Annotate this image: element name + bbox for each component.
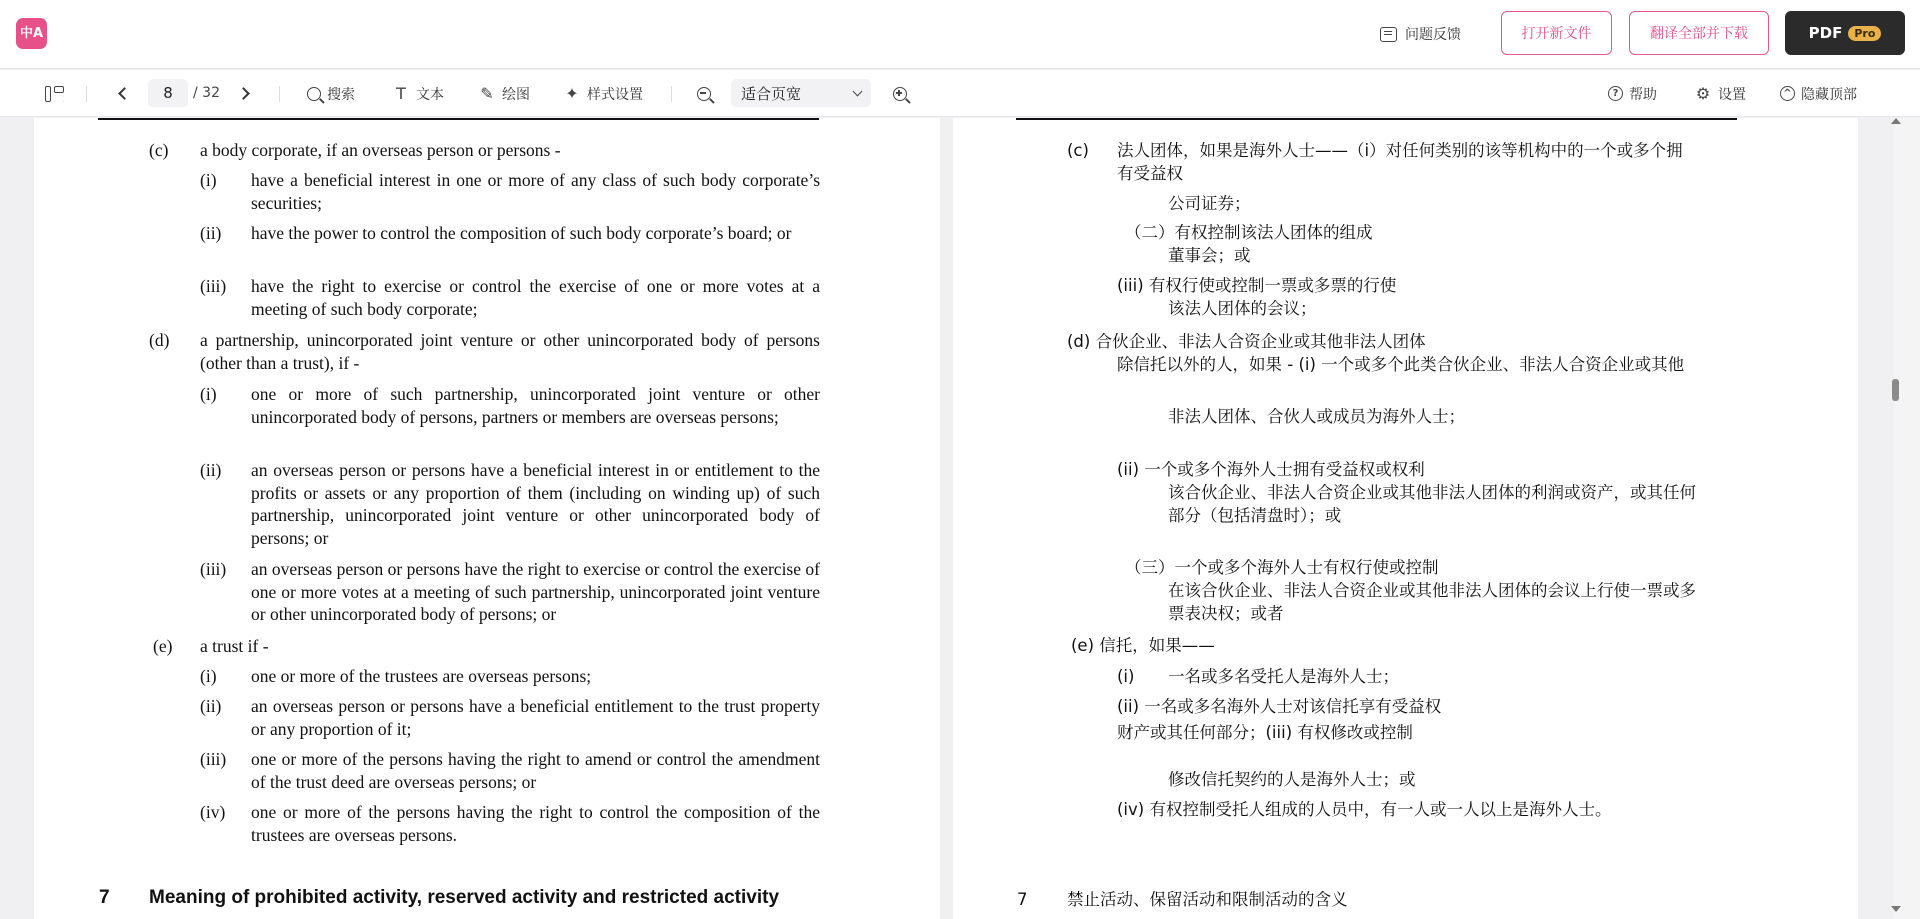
text-tool-icon: T bbox=[396, 84, 406, 103]
vertical-scrollbar[interactable] bbox=[1894, 118, 1920, 919]
section-number: 7 bbox=[99, 887, 110, 908]
section-title: Meaning of prohibited activity, reserved activity and restricted activity bbox=[149, 887, 780, 908]
original-page bbox=[34, 118, 940, 919]
item-text: one or more of the persons having the right to amend or control the amendment of the trust deed are overseas persons; or bbox=[251, 749, 820, 792]
item-text: one or more of such partnership, unincorporated joint venture or other unincorporated body of persons, partners or members are overseas persons; bbox=[251, 384, 820, 427]
search-icon bbox=[307, 87, 321, 101]
style-settings-label: 样式设置 bbox=[587, 86, 643, 103]
page-total: / 32 bbox=[193, 85, 220, 101]
item-label: (i) bbox=[200, 384, 217, 404]
help-label: 帮助 bbox=[1629, 86, 1657, 103]
item-label: (ii) bbox=[200, 696, 222, 716]
zoom-value: 适合页宽 bbox=[741, 84, 802, 103]
style-settings-button[interactable] bbox=[563, 70, 643, 117]
item-label: (iii) bbox=[200, 749, 227, 769]
previous-page-button[interactable] bbox=[120, 70, 129, 117]
translated-line: 公司证券； bbox=[1168, 194, 1251, 213]
feedback-icon bbox=[1380, 27, 1397, 42]
search-label: 搜索 bbox=[327, 86, 355, 103]
translated-line: (ii) 一个或多个海外人士拥有受益权或权利 bbox=[1117, 460, 1425, 479]
translated-line: 除信托以外的人，如果 - (i) 一个或多个此类合伙企业、非法人合资企业或其他 bbox=[1117, 355, 1685, 374]
item-text: have the power to control the composition of such body corporate’s board; or bbox=[251, 223, 792, 243]
translated-line: (iv) 有权控制受托人组成的人员中，有一人或一人以上是海外人士。 bbox=[1117, 800, 1612, 819]
pen-icon: ✎ bbox=[480, 84, 494, 103]
pdf-label: PDF bbox=[1808, 24, 1843, 42]
translated-line: 票表决权；或者 bbox=[1168, 604, 1284, 623]
page-top-rule bbox=[1016, 118, 1737, 120]
toolbar-divider bbox=[671, 86, 672, 102]
hide-top-button[interactable] bbox=[1780, 70, 1857, 117]
item-text: an overseas person or persons have a beneficial entitlement to the trust property or any proportion of it; bbox=[251, 696, 820, 739]
item-label: (ii) bbox=[200, 460, 222, 480]
translated-line: (e) 信托，如果—— bbox=[1071, 636, 1215, 655]
scrollbar-thumb[interactable] bbox=[1892, 379, 1899, 401]
item-label: (i) bbox=[1117, 667, 1135, 686]
item-label: (iv) bbox=[200, 802, 226, 822]
item-label: (i) bbox=[200, 666, 217, 686]
text-tool-label: 文本 bbox=[416, 86, 444, 103]
translated-line: 该法人团体的会议； bbox=[1168, 299, 1317, 318]
feedback-label: 问题反馈 bbox=[1405, 27, 1461, 43]
zoom-out-button[interactable] bbox=[697, 70, 711, 117]
item-label: (iii) bbox=[200, 559, 227, 579]
section-title: 禁止活动、保留活动和限制活动的含义 bbox=[1067, 890, 1348, 909]
next-page-button[interactable] bbox=[239, 70, 248, 117]
item-label: (i) bbox=[200, 170, 217, 190]
chevron-up-circle-icon: ^ bbox=[1780, 86, 1795, 101]
item-label: (iii) bbox=[200, 276, 227, 296]
translated-line: （三）一个或多个海外人士有权行使或控制 bbox=[1125, 558, 1439, 577]
translated-line: （二）有权控制该法人团体的组成 bbox=[1125, 223, 1373, 242]
search-button[interactable] bbox=[307, 70, 355, 117]
item-text: have the right to exercise or control the exercise of one or more votes at a meeting of such body corporate; bbox=[251, 276, 820, 319]
zoom-out-icon bbox=[697, 87, 711, 101]
clause-label: (d) bbox=[149, 330, 170, 350]
page-number-input[interactable] bbox=[148, 79, 188, 107]
item-text: one or more of the trustees are overseas persons; bbox=[251, 666, 592, 686]
text-tool-button[interactable] bbox=[392, 70, 444, 117]
scroll-down-arrow-icon[interactable] bbox=[1891, 906, 1901, 912]
draw-tool-button[interactable] bbox=[478, 70, 530, 117]
translated-line: (ii) 一名或多名海外人士对该信托享有受益权 bbox=[1117, 697, 1442, 716]
translated-line: 一名或多名受托人是海外人士； bbox=[1168, 667, 1399, 686]
chevron-down-icon bbox=[853, 86, 863, 96]
feedback-button[interactable] bbox=[1380, 22, 1461, 46]
translated-line: 财产或其任何部分；(iii) 有权修改或控制 bbox=[1117, 723, 1413, 742]
translated-line: 部分（包括清盘时）；或 bbox=[1168, 506, 1342, 525]
clause-text: a trust if - bbox=[200, 636, 269, 656]
toggle-sidebar-button[interactable] bbox=[45, 70, 64, 117]
page-top-rule bbox=[98, 118, 819, 120]
document-viewer[interactable] bbox=[0, 118, 1920, 919]
sidebar-panels-icon bbox=[45, 86, 64, 102]
section-number: 7 bbox=[1017, 890, 1028, 909]
toolbar-divider bbox=[86, 86, 87, 102]
item-text: one or more of the persons having the right to control the composition of the trustees are overseas persons. bbox=[251, 802, 820, 845]
translated-line: 法人团体，如果是海外人士——（i）对任何类别的该等机构中的一个或多个拥 bbox=[1117, 141, 1683, 160]
translated-line: 有受益权 bbox=[1117, 164, 1183, 183]
clause-label: (c) bbox=[149, 140, 169, 160]
clause-label: (e) bbox=[153, 636, 173, 656]
viewer-toolbar bbox=[0, 70, 1920, 117]
translated-page bbox=[953, 118, 1858, 919]
translated-line: 非法人团体、合伙人或成员为海外人士； bbox=[1168, 407, 1465, 426]
translated-line: (iii) 有权行使或控制一票或多票的行使 bbox=[1117, 276, 1397, 295]
translated-line: 董事会；或 bbox=[1168, 246, 1251, 265]
item-text: have a beneficial interest in one or more of any class of such body corporate’s securities; bbox=[251, 170, 820, 213]
zoom-in-icon bbox=[893, 87, 907, 101]
scroll-up-arrow-icon[interactable] bbox=[1891, 118, 1901, 124]
clause-label: (c) bbox=[1067, 141, 1089, 160]
zoom-in-button[interactable] bbox=[893, 70, 907, 117]
settings-label: 设置 bbox=[1718, 86, 1746, 103]
chevron-right-icon bbox=[237, 87, 250, 100]
item-text: an overseas person or persons have the right to exercise or control the exercise of one or more votes at a meeting of such partnership, unincorporated joint venture or other unincorporated body of persons; or bbox=[251, 559, 820, 624]
toolbar-divider bbox=[279, 86, 280, 102]
item-text: an overseas person or persons have a beneficial interest in or entitlement to the profits or assets or any proportion of them (including on winding up) of such partnership, unincorporated joint venture or other unincorporated body of persons; or bbox=[251, 460, 820, 548]
item-label: (ii) bbox=[200, 223, 222, 243]
translated-line: 修改信托契约的人是海外人士；或 bbox=[1168, 770, 1416, 789]
clause-text: a partnership, unincorporated joint venture or other unincorporated body of persons (other than a trust), if - bbox=[200, 330, 820, 373]
translated-line: (d) 合伙企业、非法人合资企业或其他非法人团体 bbox=[1067, 332, 1426, 351]
settings-button[interactable] bbox=[1694, 70, 1746, 117]
help-button[interactable] bbox=[1608, 70, 1657, 117]
draw-tool-label: 绘图 bbox=[502, 86, 530, 103]
translate-all-download-button[interactable]: 翻译全部并下载 bbox=[1629, 11, 1769, 55]
gear-icon: ⚙ bbox=[1695, 84, 1711, 103]
zoom-select[interactable] bbox=[731, 79, 871, 107]
pdf-pro-button[interactable] bbox=[1785, 11, 1905, 55]
hide-top-label: 隐藏顶部 bbox=[1801, 86, 1857, 103]
pro-badge: Pro bbox=[1848, 26, 1881, 41]
clause-text: a body corporate, if an overseas person or persons - bbox=[200, 140, 561, 160]
app-logo[interactable]: 中A bbox=[16, 18, 47, 49]
top-header bbox=[0, 0, 1920, 69]
magic-wand-icon: ✦ bbox=[565, 84, 579, 103]
help-icon: ? bbox=[1608, 86, 1623, 101]
open-new-file-button[interactable]: 打开新文件 bbox=[1501, 11, 1612, 55]
chevron-left-icon bbox=[118, 87, 131, 100]
translated-line: 该合伙企业、非法人合资企业或其他非法人团体的利润或资产，或其任何 bbox=[1168, 483, 1696, 502]
translated-line: 在该合伙企业、非法人合资企业或其他非法人团体的会议上行使一票或多 bbox=[1168, 581, 1696, 600]
